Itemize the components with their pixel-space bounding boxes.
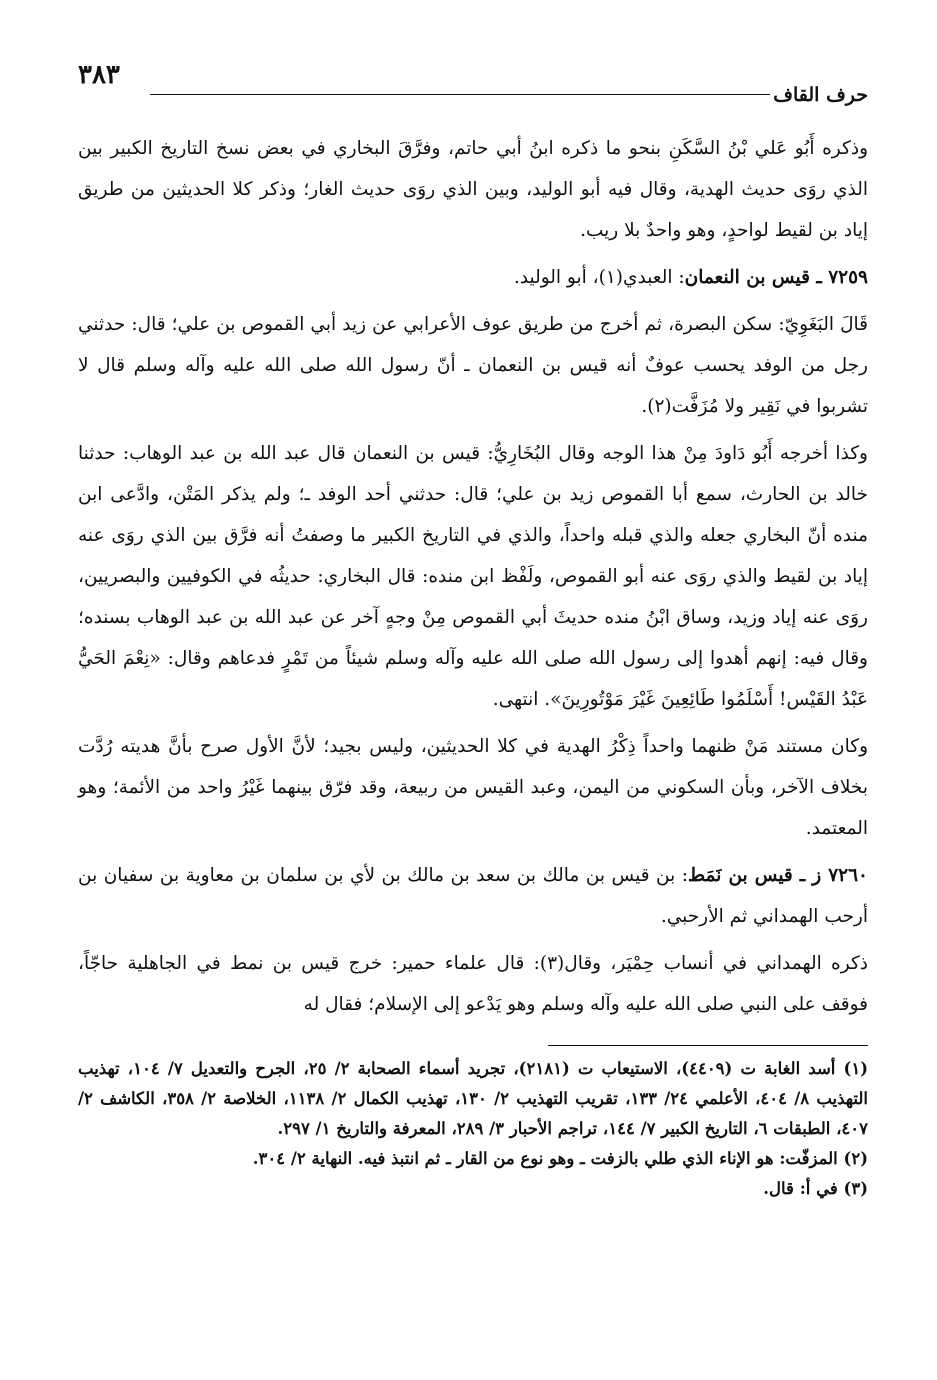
page-header — [78, 56, 868, 108]
footnote-rule — [548, 1045, 868, 1046]
entry-text: : العبدي(١)، أبو الوليد. — [513, 267, 685, 288]
paragraph: قَالَ البَغَوِيّ: سكن البصرة، ثم أخرج من طريق عوف الأعرابي عن زيد أبي القموص بن علي؛ قال: حدثني رجل من الوفد يحسب عوفٌ أنه قيس بن النعمان ـ أنّ رسول الله صلى الله عليه وآله وسلم قال لا تشربوا في نَقِير ولا مُزَفَّت(٢). — [78, 314, 868, 417]
paragraph: وكان مستند مَنْ ظنهما واحداً ذِكْرُ الهدية في كلا الحديثين، وليس بجيد؛ لأنَّ الأول صرح بأنَّ هديته رُدَّت بخلاف الآخر، وبأن السكوني من اليمن، وعبد القيس من ربيعة، وقد فرّق بينهما غَيْرُ واحد من الأئمة؛ وهو المعتمد. — [78, 736, 868, 839]
entry-7259 — [78, 257, 868, 298]
footnote: (٣) في أ: قال. — [763, 1179, 868, 1198]
entry-heading: ٧٢٦٠ ز ـ قيس بن نَمَط — [688, 865, 868, 886]
paragraph: وذكره أَبُو عَلي بْنُ السَّكَنِ بنحو ما ذكره ابنُ أبي حاتم، وفرَّقَ البخاري في بعض نسخ التاريخ الكبير بين الذي روَى حديث الهدية، وقال فيه أبو الوليد، وبين الذي روَى حديث الغار؛ وذكر كلا الحديثين من طريق إياد بن لقيط لواحدٍ، وهو واحدٌ بلا ريب. — [78, 138, 868, 241]
book-page — [78, 56, 868, 1356]
header-rule — [150, 94, 770, 95]
running-head: حرف القاف — [773, 84, 868, 106]
main-text — [78, 128, 868, 1025]
footnote: (١) أسد الغابة ت (٤٤٠٩)، الاستيعاب ت (٢١٨١)، تجريد أسماء الصحابة ٢/ ٢٥، الجرح والتعديل ٧/ ١٠٤، تهذيب التهذيب ٨/ ٤٠٤، الأعلمي ٢٤/ ١٣٣، تقريب التهذيب ٢/ ١٣٠، تهذيب الكمال ٢/ ١١٣٨، الخلاصة ٢/ ٣٥٨، الكاشف ٢/ ٤٠٧، الطبقات ٦، التاريخ الكبير ٧/ ١٤٤، تراجم الأحبار ٣/ ٢٨٩، المعرفة والتاريخ ١/ ٢٩٧. — [78, 1059, 868, 1138]
entry-heading: ٧٢٥٩ ـ قيس بن النعمان — [684, 267, 868, 288]
entry-text: : بن قيس بن مالك بن سعد بن مالك بن لأي بن سلمان بن معاوية بن سفيان بن أرحب الهمداني ثم الأرحبي. — [78, 865, 868, 927]
paragraph: ذكره الهمداني في أنساب حِمْيَر، وقال(٣): قال علماء حمير: خرج قيس بن نمط في الجاهلية حاجّاً، فوقف على النبي صلى الله عليه وآله وسلم وهو يَدْعو إلى الإسلام؛ فقال له — [78, 953, 868, 1015]
footnotes — [78, 1054, 868, 1204]
entry-7260 — [78, 855, 868, 937]
paragraph: وكذا أخرجه أَبُو دَاودَ مِنْ هذا الوجه وقال البُخَارِيُّ: قيس بن النعمان قال عبد الله بن عبد الوهاب: حدثنا خالد بن الحارث، سمع أبا القموص زيد بن علي؛ قال: حدثني أحد الوفد ـ؛ ولم يذكر المَتْن، وادَّعى ابن منده أنّ البخاري جعله والذي قبله واحداً، والذي في التاريخ الكبير ما وصفتُ أنه فرَّق بين الذي روَى عنه إياد بن لقيط والذي روَى عنه أبو القموص، ولَفْظ ابن منده: قال البخاري: حديثُه في الكوفيين والبصريين، روَى عنه إياد وزيد، وساق ابْنُ منده حديثَ أبي القموص مِنْ وجهٍ آخر عن عبد الله بن عبد الوهاب بسنده؛ وقال فيه: إنهم أهدوا إلى رسول الله صلى الله عليه وآله وسلم شيئاً من تَمْرٍ فدعاهم وقال: «نِعْمَ الحَيُّ عَبْدُ القَيْس! أَسْلَمُوا طَائِعِينَ غَيْرَ مَوْتُورِينَ». انتهى. — [78, 443, 868, 710]
footnote: (٢) المزفّت: هو الإناء الذي طلي بالزفت ـ وهو نوع من القار ـ ثم انتبذ فيه. النهاية ٢/ ٣٠٤. — [252, 1149, 868, 1168]
page-number: ٣٨٣ — [78, 60, 120, 90]
